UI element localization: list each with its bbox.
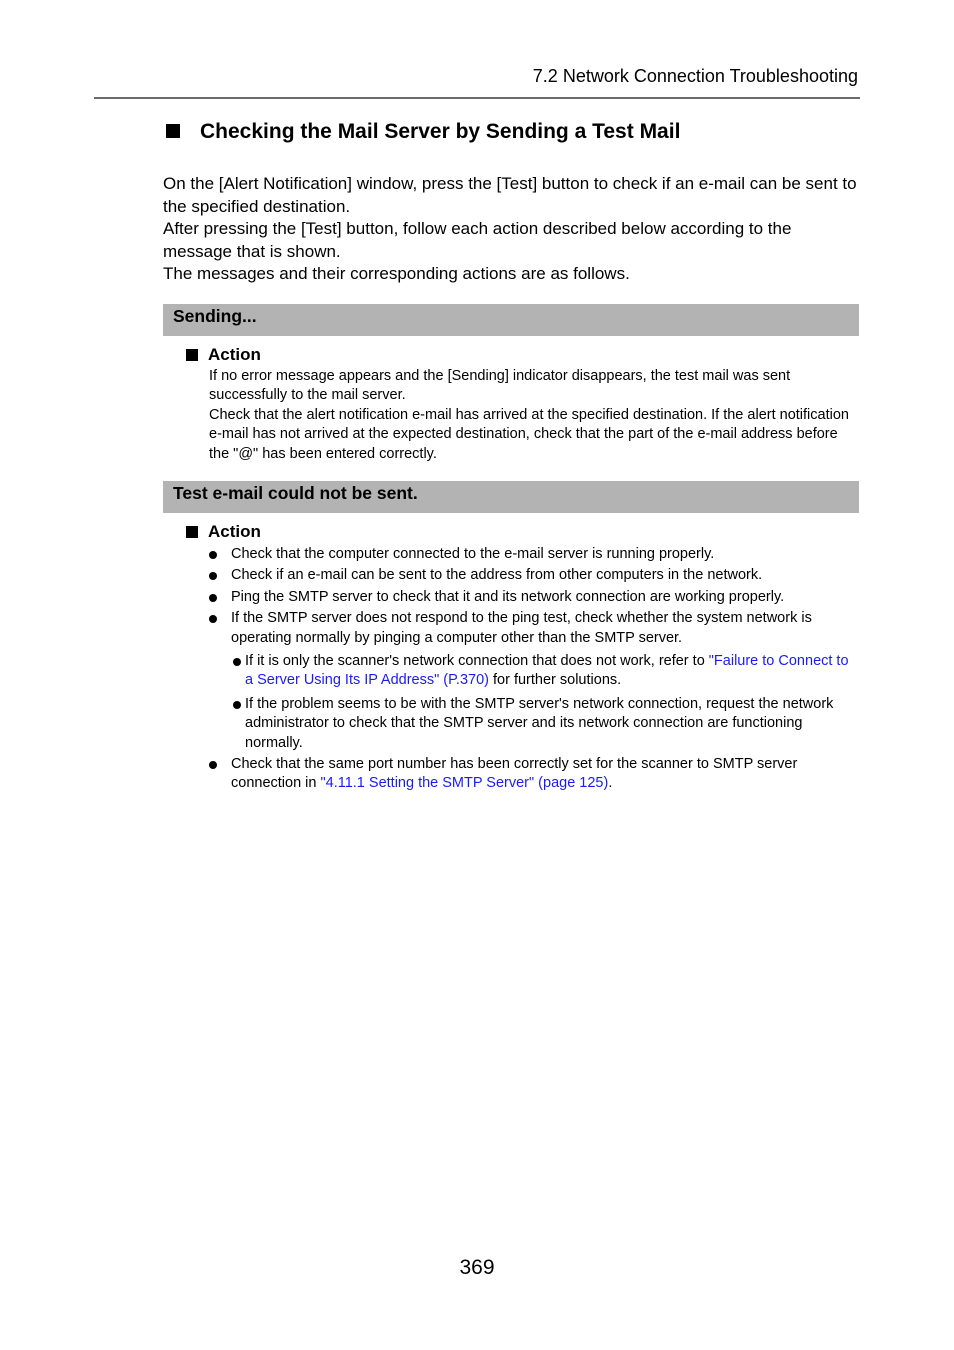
action-label: Action: [208, 345, 261, 364]
message-title: Test e-mail could not be sent.: [173, 483, 418, 503]
action-text: [209, 367, 859, 464]
square-bullet-icon: [186, 349, 198, 361]
message-title: Sending...: [173, 306, 257, 326]
list-item-text: Check that the same port number has been correctly set for the scanner to SMTP server connection in: [231, 756, 798, 792]
bullet-dot-icon: [233, 658, 241, 666]
list-item: [209, 609, 859, 648]
sub-list-item-text: If the problem seems to be with the SMTP server's network connection, request the network administrator to check that the SMTP server and its network connection are functioning normally.: [245, 695, 834, 751]
square-bullet-icon: [186, 526, 198, 538]
action-heading: [186, 521, 261, 543]
list-item-text: Check if an e-mail can be sent to the address from other computers in the network.: [231, 567, 763, 584]
intro-paragraph: The messages and their corresponding actions are as follows.: [163, 264, 630, 284]
list-item-text: Ping the SMTP server to check that it and its network connection are working properly.: [231, 588, 785, 605]
section-heading: [163, 118, 680, 146]
sub-list-item-text: for further solutions.: [488, 672, 622, 689]
action-label: Action: [208, 522, 261, 541]
sub-list-item-text: If it is only the scanner's network connection that does not work, refer to: [245, 653, 709, 670]
bullet-dot-icon: [209, 761, 217, 769]
action-heading: [186, 344, 261, 366]
list-item: [209, 566, 859, 585]
intro-paragraph: After pressing the [Test] button, follow each action described below according to the message that is shown.: [163, 219, 792, 261]
list-item: [209, 545, 859, 564]
list-item: [209, 755, 859, 794]
sub-list-item: [209, 695, 859, 753]
page-number: 369: [459, 1256, 495, 1279]
list-item: [209, 588, 859, 607]
bullet-dot-icon: [209, 594, 217, 602]
message-band-sending: [163, 304, 859, 336]
list-item-text: Check that the computer connected to the e-mail server is running properly.: [231, 546, 715, 562]
section-title: Checking the Mail Server by Sending a Test Mail: [200, 120, 681, 143]
list-item-text: .: [608, 775, 613, 792]
action-paragraph: Check that the alert notification e-mail has arrived at the specified destination. If the alert notification e-mail has not arrived at the expected destination, check that the part of the e-mail address before the "@" has been entered correctly.: [209, 406, 849, 462]
intro-text: [163, 173, 863, 286]
header-divider: [94, 97, 860, 99]
action-bullet-list: [209, 543, 859, 794]
bullet-dot-icon: [209, 551, 217, 559]
list-item-text: If the SMTP server does not respond to the ping test, check whether the system network is operating normally by pinging a computer other than the SMTP server.: [231, 610, 812, 646]
bullet-dot-icon: [209, 615, 217, 623]
bullet-dot-icon: [233, 701, 241, 709]
square-bullet-icon: [166, 124, 180, 138]
sub-list-item: [209, 652, 859, 691]
smtp-server-setting-link[interactable]: "4.11.1 Setting the SMTP Server" (page 125): [320, 775, 609, 792]
action-paragraph: If no error message appears and the [Sending] indicator disappears, the test mail was sent successfully to the mail server.: [209, 368, 791, 404]
failure-to-connect-link[interactable]: "Failure to Connect to a Server Using Its IP Address" (P.370): [245, 653, 849, 689]
message-band-not-sent: [163, 481, 859, 513]
intro-paragraph: On the [Alert Notification] window, press the [Test] button to check if an e-mail can be sent to the specified destination.: [163, 174, 857, 216]
bullet-dot-icon: [209, 572, 217, 580]
running-header: 7.2 Network Connection Troubleshooting: [532, 66, 858, 86]
